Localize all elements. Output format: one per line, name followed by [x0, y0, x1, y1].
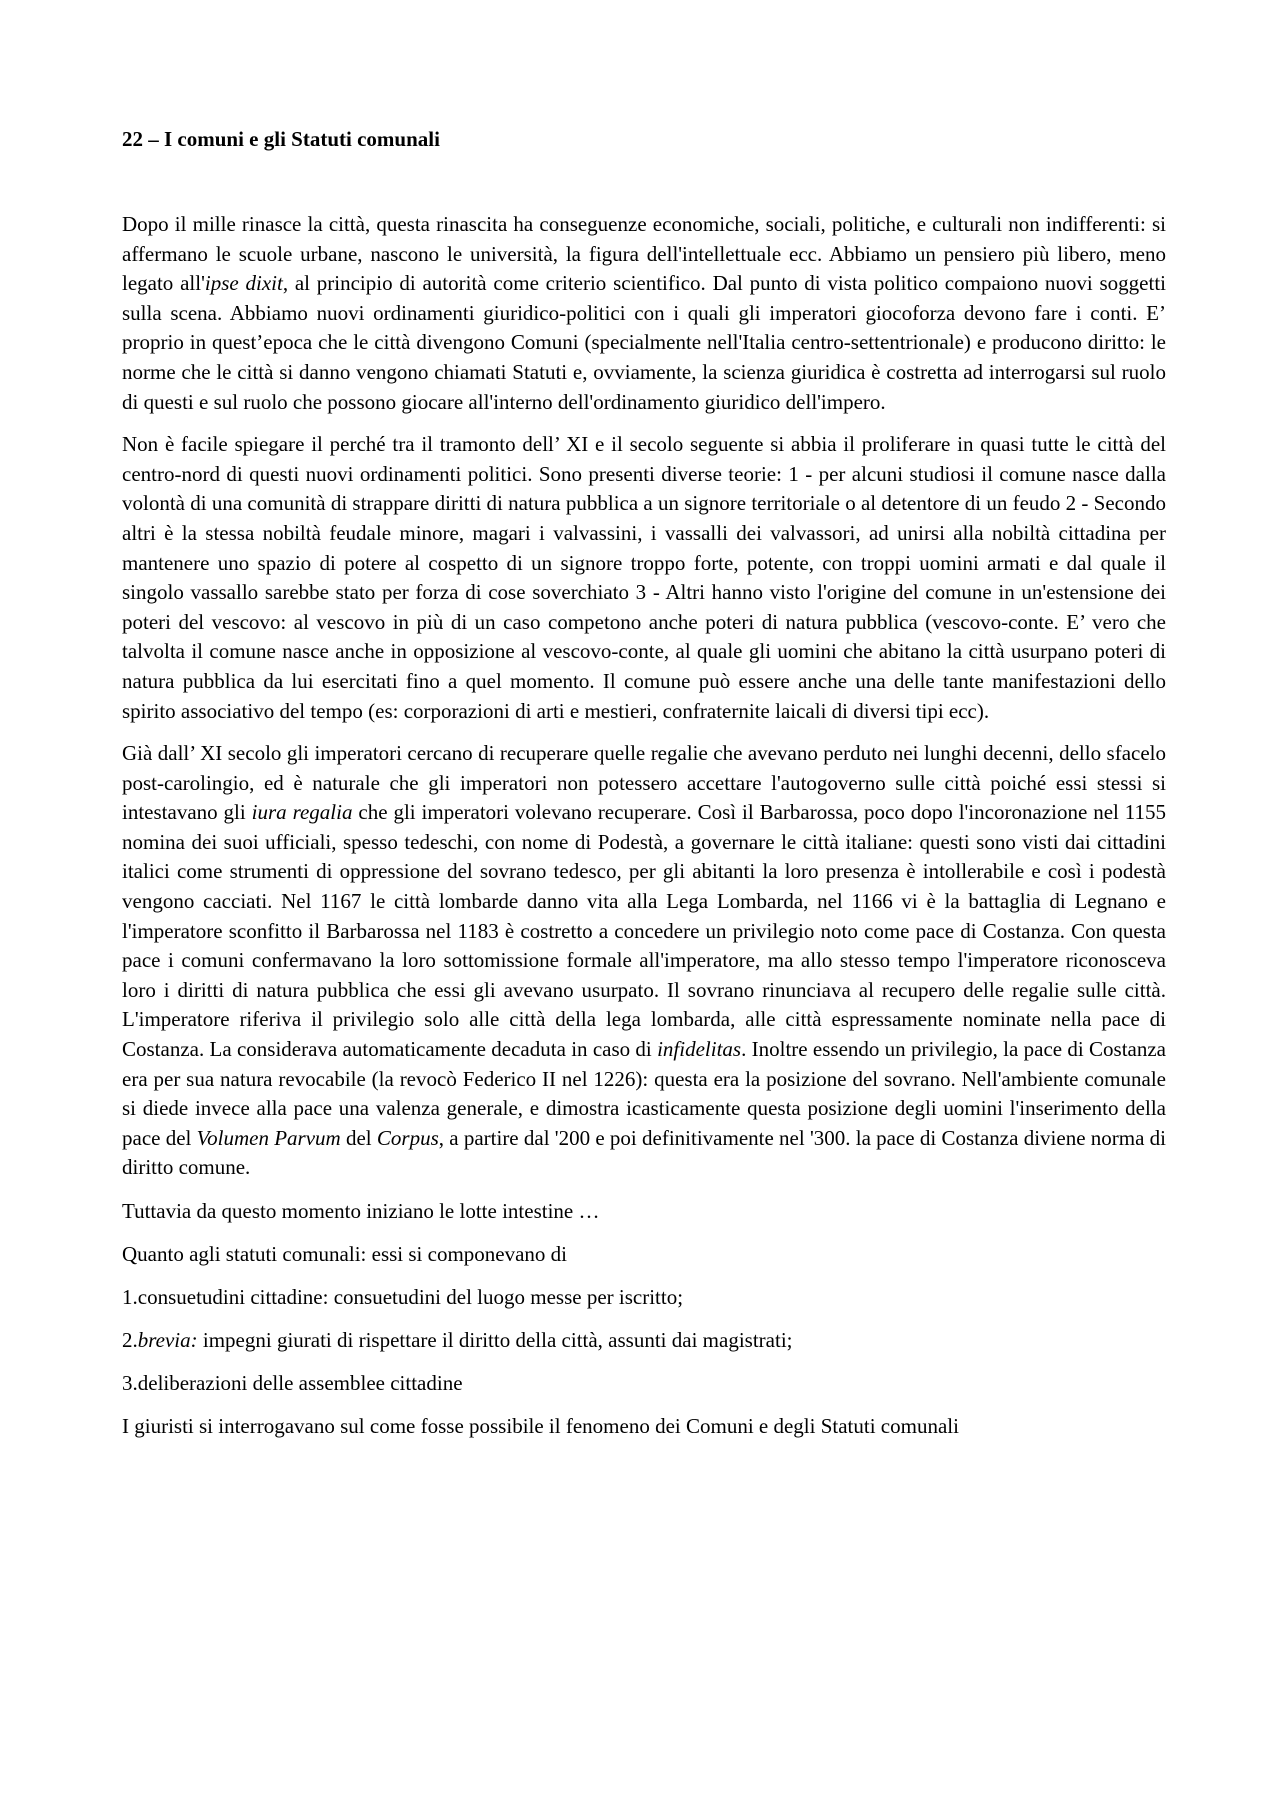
paragraph-statuti-intro: Quanto agli statuti comunali: essi si componevano di	[122, 1242, 568, 1266]
italic-term-corpus: Corpus	[376, 1125, 439, 1150]
paragraph-origine-comuni: Non è facile spiegare il perché tra il tramonto dell’ XI e il secolo seguente si abbia il proliferare in quasi tutte le città del centro-nord di questi nuovi ordinamenti politici. Sono presenti diverse teorie: 1 - per alcuni studiosi il comune nasce dalla volontà di una comunità di strappare diritti di natura pubblica a un signore territoriale o al detentore di un feudo 2 - Secondo altri è la stessa nobiltà feudale minore, magari i valvassini, i vassalli dei valvassori, ad unirsi alla nobiltà cittadina per mantenere uno spazio di potere al cospetto di un signore troppo forte, potente, con troppi uomini armati e dal quale il singolo vassallo sarebbe stato per forza di cose soverchiato 3 - Altri hanno visto l'origine del comune in un'estensione dei poteri del vescovo: al vescovo in più di un caso competono anche poteri di natura pubblica (vescovo-conte. E’ vero che talvolta il comune nasce anche in opposizione al vescovo-conte, al quale gli uomini che abitano la città usurpano poteri di natura pubblica da lui esercitati fino a quel momento. Il comune può essere anche una delle tante manifestazioni dello spirito associativo del tempo (es: corporazioni di arti e mestieri, confraternite laicali di diversi tipi ecc).	[122, 432, 1166, 723]
paragraph-text: Dopo il mille rinasce la città, questa rinascita ha conseguenze economiche, sociali, politiche, e culturali non indifferenti: si affermano le scuole urbane, nascono le università, la figura dell'intellettuale ecc. Abbiamo un pensiero più libero, meno legato all'	[122, 212, 1166, 296]
paragraph-text: che gli imperatori volevano recuperare. Così il Barbarossa, poco dopo l'incoronazione nel 1155 nomina dei suoi ufficiali, spesso tedeschi, con nome di Podestà, a governare le città italiane: questi sono visti dai cittadini italici come strumenti di oppressione del sovrano tedesco, per gli abitanti la loro presenza è intollerabile e così i podestà vengono cacciati. Nel 1167 le città lombarde danno vita alla Lega Lombarda, nel 1166 vi è la battaglia di Legnano e l'imperatore sconfitto il Barbarossa nel 1183 è costretto a concedere un privilegio noto come pace di Costanza. Con questa pace i comuni confermavano la loro sottomissione formale all'imperatore, ma allo stesso tempo l'imperatore riconosceva loro i diritti di natura pubblica che essi gli avevano usurpato. Il sovrano rinunciava al recupero delle regalie sulle città. L'imperatore riferiva il privilegio solo alle città della lega lombarda, alle città espressamente nominate nella pace di Costanza. La considerava automaticamente decaduta in caso di	[122, 800, 1166, 1062]
paragraph-text: del	[340, 1125, 377, 1150]
italic-term-ipse-dixit: ipse dixit	[204, 271, 283, 296]
paragraph-text: , al principio di autorità come criterio scientifico. Dal punto di vista politico compaiono nuovi soggetti sulla scena. Abbiamo nuovi ordinamenti giuridico-politici con i quali gli imperatori giocoforza devono fare i conti. E’ proprio in quest’epoca che le città divengono Comuni (specialmente nell'Italia centro-settentrionale) e producono diritto: le norme che le città si danno vengono chiamati Statuti e, ovviamente, la scienza giuridica è costretta ad interrogarsi sul ruolo di questi e sul ruolo che possono giocare all'interno dell'ordinamento giuridico dell'impero.	[122, 271, 1166, 414]
italic-term-iura-regalia: iura regalia	[251, 800, 353, 825]
list-item-brevia	[122, 1325, 1166, 1355]
paragraph-text: Già dall’ XI secolo gli imperatori cercano di recuperare quelle regalie che avevano perduto nei lunghi decenni, dello sfacelo post-carolingio, ed è naturale che gli imperatori non potessero accettare l'autogoverno sulle città poiché essi stessi si intestavano gli	[122, 741, 1166, 825]
paragraph-text: , a partire dal '200 e poi definitivamente nel '300. la pace di Costanza diviene norma di diritto comune.	[122, 1125, 1167, 1180]
italic-term-brevia: brevia:	[137, 1328, 198, 1352]
paragraph-imperatori-regalie	[122, 739, 1166, 1183]
paragraph-text: . Inoltre essendo un privilegio, la pace di Costanza era per sua natura revocabile (la revocò Federico II nel 1226): questa era la posizione del sovrano. Nell'ambiente comunale si diede invece alla pace una valenza generale, e dimostra icasticamente questa posizione degli uomini l'inserimento della pace del	[122, 1037, 1166, 1150]
list-item-consuetudini: 1.consuetudini cittadine: consuetudini del luogo messe per iscritto;	[122, 1285, 684, 1309]
list-item-text: impegni giurati di rispettare il diritto della città, assunti dai magistrati;	[197, 1328, 793, 1352]
italic-term-infidelitas: infidelitas	[657, 1037, 742, 1062]
paragraph-lotte-intestine: Tuttavia da questo momento iniziano le lotte intestine …	[122, 1199, 600, 1223]
italic-term-volumen-parvum: Volumen Parvum	[196, 1125, 341, 1150]
paragraph-giuristi: I giuristi si interrogavano sul come fosse possibile il fenomeno dei Comuni e degli Statuti comunali	[122, 1414, 959, 1438]
list-item-deliberazioni: 3.deliberazioni delle assemblee cittadine	[122, 1371, 463, 1395]
list-item-number: 2.	[122, 1328, 138, 1352]
paragraph-rinascita-citta	[122, 210, 1166, 417]
document-title: 22 – I comuni e gli Statuti comunali	[122, 127, 440, 151]
